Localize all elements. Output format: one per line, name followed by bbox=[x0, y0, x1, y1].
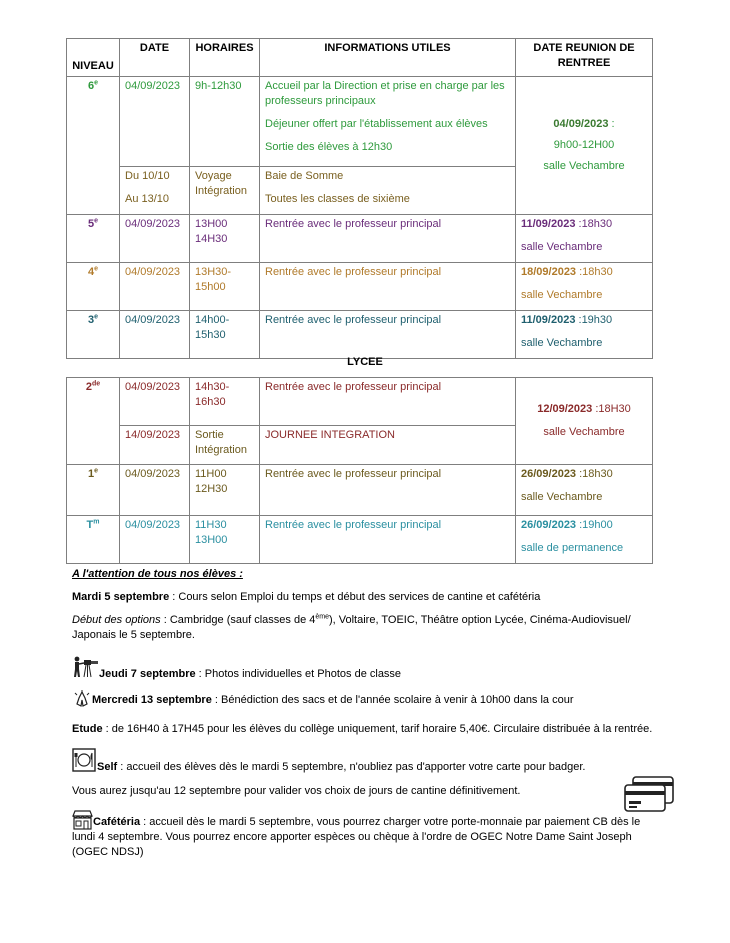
reunion-sep: : bbox=[608, 118, 615, 130]
horaires-cell: Sortie Intégration bbox=[190, 426, 260, 465]
note-options-text: ), Voltaire, TOEIC, Théâtre option Lycée, Cinéma-Audiovisuel/ Japonais le 5 septembre. bbox=[72, 614, 631, 641]
bank-card-icon bbox=[623, 775, 675, 815]
reunion-time: :18h30 bbox=[576, 266, 613, 278]
reunion-date: 18/09/2023 bbox=[521, 266, 577, 278]
table-row bbox=[67, 465, 653, 516]
date-cell bbox=[120, 167, 190, 215]
table-row bbox=[67, 378, 653, 426]
date-cell: 04/09/2023 bbox=[120, 263, 190, 311]
note-mardi-label: Mardi 5 septembre bbox=[72, 591, 170, 603]
table-row bbox=[67, 516, 653, 564]
info-line: Accueil par la Direction et prise en charge par les professeurs principaux bbox=[265, 80, 505, 107]
table-row bbox=[67, 263, 653, 311]
reunion-place: salle Vechambre bbox=[521, 241, 603, 253]
date-cell: 04/09/2023 bbox=[120, 465, 190, 516]
lycee-section-title: LYCEE bbox=[347, 356, 383, 368]
reunion-cell bbox=[516, 516, 653, 564]
horaires-cell: 13H00 14H30 bbox=[190, 215, 260, 263]
reunion-cell bbox=[516, 465, 653, 516]
reunion-date: 12/09/2023 bbox=[537, 403, 593, 415]
note-mardi-text: : Cours selon Emploi du temps et début des services de cantine et cafétéria bbox=[169, 591, 541, 603]
note-options bbox=[72, 613, 662, 643]
horaires-cell: 11H00 12H30 bbox=[190, 465, 260, 516]
horaires-cell: 11H30 13H00 bbox=[190, 516, 260, 564]
note-self-label: Self bbox=[97, 761, 118, 773]
info-cell: Rentrée avec le professeur principal bbox=[260, 263, 516, 311]
niveau-2de: 2de bbox=[67, 378, 120, 465]
college-schedule-table bbox=[66, 38, 653, 359]
niveau-4e: 4e bbox=[67, 263, 120, 311]
reunion-cell bbox=[516, 378, 653, 465]
horaires-cell: 13H30-15h00 bbox=[190, 263, 260, 311]
date-cell: 04/09/2023 bbox=[120, 77, 190, 167]
note-mercredi-label: Mercredi 13 septembre bbox=[92, 694, 212, 706]
info-cell: Rentrée avec le professeur principal bbox=[260, 465, 516, 516]
reunion-date: 11/09/2023 bbox=[521, 314, 576, 326]
note-options-sup: ème bbox=[315, 613, 329, 621]
note-self-deadline bbox=[72, 784, 662, 799]
note-mardi bbox=[72, 590, 662, 605]
note-cafeteria-label: Cafétéria bbox=[93, 816, 141, 828]
photographer-icon bbox=[72, 656, 100, 678]
horaires-cell: 14h00-15h30 bbox=[190, 311, 260, 359]
info-line: Baie de Somme bbox=[265, 170, 344, 182]
header-reunion: DATE REUNION DE RENTREE bbox=[516, 39, 653, 77]
note-self-deadline-text: Vous aurez jusqu'au 12 septembre pour valider vos choix de jours de cantine définitivement. bbox=[72, 785, 521, 797]
lycee-schedule-table bbox=[66, 377, 653, 564]
table-header-row bbox=[67, 39, 653, 77]
reunion-time: :18h30 bbox=[576, 468, 613, 480]
reunion-place: salle de permanence bbox=[521, 542, 624, 554]
reunion-place: salle Vechambre bbox=[521, 289, 603, 301]
reunion-place: salle Vechambre bbox=[543, 426, 625, 438]
note-self bbox=[72, 748, 662, 774]
info-cell: Rentrée avec le professeur principal bbox=[260, 311, 516, 359]
header-niveau: NIVEAU bbox=[67, 39, 120, 77]
date-cell: 04/09/2023 bbox=[120, 378, 190, 426]
note-options-label: Début des options bbox=[72, 614, 161, 626]
date-cell: 14/09/2023 bbox=[120, 426, 190, 465]
info-cell: Rentrée avec le professeur principal bbox=[260, 516, 516, 564]
info-cell: JOURNEE INTEGRATION bbox=[260, 426, 516, 465]
reunion-time: :18h30 bbox=[575, 218, 613, 230]
note-mercredi bbox=[72, 690, 662, 708]
info-cell bbox=[260, 77, 516, 167]
note-jeudi bbox=[72, 656, 662, 680]
cutlery-icon bbox=[72, 748, 96, 772]
table-row bbox=[67, 77, 653, 167]
header-horaires: HORAIRES bbox=[190, 39, 260, 77]
table-row bbox=[67, 311, 653, 359]
reunion-place: salle Vechambre bbox=[521, 337, 603, 349]
horaires-cell: 14h30-16h30 bbox=[190, 378, 260, 426]
niveau-terminale: $T^m$ bbox=[67, 516, 120, 564]
info-cell bbox=[260, 167, 516, 215]
reunion-cell bbox=[516, 311, 653, 359]
reunion-place: salle Vechambre bbox=[543, 160, 625, 172]
shop-icon bbox=[72, 810, 93, 830]
note-self-text: : accueil des élèves dès le mardi 5 septembre, n'oubliez pas d'apporter votre carte pour badger. bbox=[117, 761, 586, 773]
horaires-cell: Voyage Intégration bbox=[190, 167, 260, 215]
note-options-text: : Cambridge (sauf classes de 4 bbox=[160, 614, 316, 626]
date-line: Au 13/10 bbox=[125, 193, 170, 205]
reunion-cell bbox=[516, 263, 653, 311]
info-cell: Rentrée avec le professeur principal bbox=[260, 215, 516, 263]
attention-heading bbox=[72, 567, 662, 582]
horaires-cell: 9h-12h30 bbox=[190, 77, 260, 167]
reunion-date: 11/09/2023 bbox=[521, 218, 576, 230]
praying-hands-icon bbox=[72, 690, 92, 708]
attention-text: A l'attention de tous nos élèves : bbox=[72, 568, 243, 580]
header-date: DATE bbox=[120, 39, 190, 77]
reunion-cell bbox=[516, 77, 653, 215]
niveau-5e: 5e bbox=[67, 215, 120, 263]
reunion-date: 04/09/2023 bbox=[553, 118, 609, 130]
reunion-time: :19h30 bbox=[575, 314, 613, 326]
info-cell: Rentrée avec le professeur principal bbox=[260, 378, 516, 426]
niveau-3e: 3e bbox=[67, 311, 120, 359]
reunion-place: salle Vechambre bbox=[521, 491, 603, 503]
date-cell: 04/09/2023 bbox=[120, 516, 190, 564]
date-cell: 04/09/2023 bbox=[120, 215, 190, 263]
reunion-time: :19h00 bbox=[576, 519, 613, 531]
info-line: Sortie des élèves à 12h30 bbox=[265, 141, 393, 153]
note-etude-text: : de 16H40 à 17H45 pour les élèves du collège uniquement, tarif horaire 5,40€. Circulaire distribuée à la rentrée. bbox=[102, 723, 653, 735]
reunion-time: :18H30 bbox=[592, 403, 631, 415]
note-cafeteria-text: : accueil dès le mardi 5 septembre, vous pourrez charger votre porte-monnaie par paiement CB dès le lundi 4 septembre. Vous pourrez encore apporter espèces ou chèque à l'ordre de OGEC Notre Dame Saint Joseph (OGEC NDSJ) bbox=[72, 816, 641, 858]
date-cell: 04/09/2023 bbox=[120, 311, 190, 359]
reunion-cell bbox=[516, 215, 653, 263]
niveau-6e: 6e bbox=[67, 77, 120, 215]
reunion-time: 9h00-12H00 bbox=[553, 139, 615, 151]
reunion-date: 26/09/2023 bbox=[521, 468, 577, 480]
reunion-date: 26/09/2023 bbox=[521, 519, 577, 531]
note-etude-label: Etude bbox=[72, 723, 103, 735]
info-line: Déjeuner offert par l'établissement aux élèves bbox=[265, 118, 488, 130]
info-line: Toutes les classes de sixième bbox=[265, 193, 410, 205]
note-mercredi-text: : Bénédiction des sacs et de l'année scolaire à venir à 10h00 dans la cour bbox=[211, 694, 574, 706]
note-etude bbox=[72, 722, 662, 737]
note-jeudi-label: Jeudi 7 septembre bbox=[99, 668, 196, 680]
niveau-1e: 1e bbox=[67, 465, 120, 516]
note-jeudi-text: : Photos individuelles et Photos de classe bbox=[195, 668, 402, 680]
date-line: Du 10/10 bbox=[125, 170, 170, 182]
header-infos: INFORMATIONS UTILES bbox=[260, 39, 516, 77]
note-cafeteria bbox=[72, 810, 662, 860]
table-row bbox=[67, 215, 653, 263]
